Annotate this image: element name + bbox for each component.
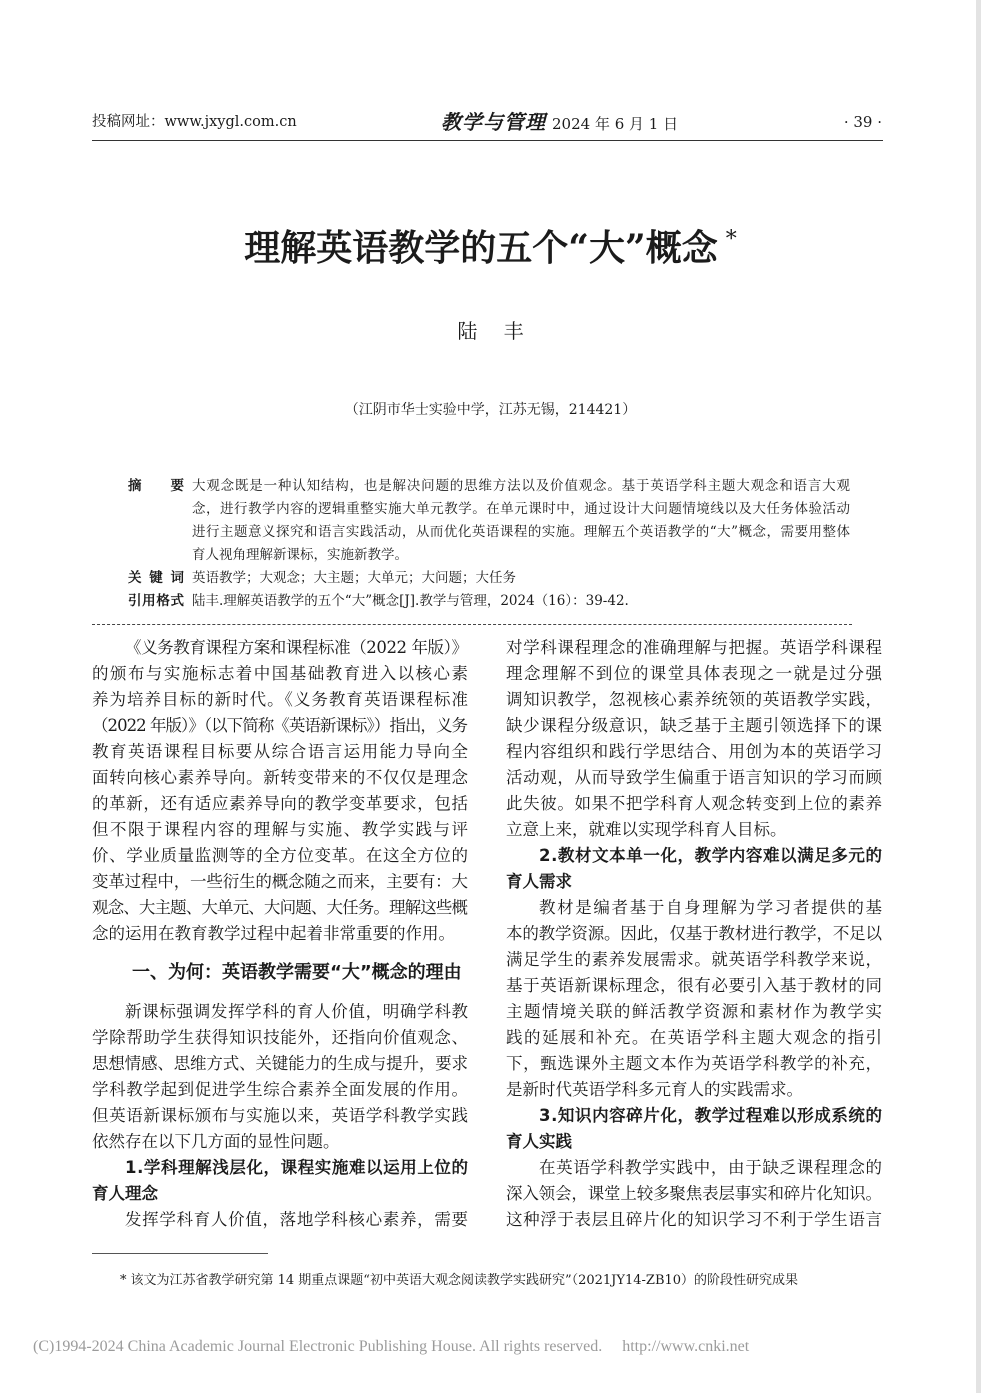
copyright-watermark — [33, 1336, 749, 1358]
body-line: 的颁布与实施标志着中国基础教育进入以核心素 — [92, 664, 470, 683]
body-line: 面转向核心素养导向。新转变带来的不仅仅是理念 — [92, 768, 469, 787]
body-line: 理念理解不到位的课堂具体表现之一就是过分强 — [506, 664, 884, 683]
body-line: 学除帮助学生获得知识技能外，还指向价值观念、 — [92, 1028, 469, 1047]
body-line: 下，甄选课外主题文本作为英语学科教学的补充， — [506, 1054, 883, 1073]
subsection-heading: 2.教材文本单一化，教学内容难以满足多元的 — [539, 846, 883, 865]
body-line: 调知识教学，忽视核心素养统领的英语教学实践， — [506, 690, 883, 709]
body-line: 念的运用在教育教学过程中起着非常重要的作用。 — [92, 924, 455, 943]
submission-site: 投稿网址：www.jxygl.com.cn — [92, 114, 297, 130]
body-line: 缺少课程分级意识，缺乏基于主题引领选择下的课 — [506, 716, 883, 735]
page-edge — [976, 0, 981, 1393]
body-line: 养为培养目标的新时代。《义务教育英语课程标准 — [92, 690, 470, 709]
body-line: 教材是编者基于自身理解为学习者提供的基 — [539, 898, 884, 917]
body-line: 《义务教育课程方案和课程标准（2022 年版）》 — [125, 638, 468, 657]
footnote-text: 该文为江苏省教学研究第 14 期重点课题“初中英语大观念阅读教学实践研究”（2021JY14-ZB10）的阶段性研究成果 — [130, 1273, 799, 1288]
body-line: 本的教学资源。因此，仅基于教材进行教学，不足以 — [506, 924, 882, 943]
body-line: 但不限于课程内容的理解与实施、教学实践与评 — [92, 820, 470, 839]
body-line: 学科教学起到促进学生综合素养全面发展的作用。 — [92, 1080, 469, 1099]
body-line: 观念、大主题、大单元、大问题、大任务。理解这些概 — [92, 898, 468, 917]
body-line: 教育英语课程目标要从综合语言运用能力导向全 — [92, 742, 470, 761]
body-line: 新课标强调发挥学科的育人价值，明确学科教 — [125, 1002, 469, 1021]
body-line: （2022 年版）》（以下简称《英语新课标》）指出，义务 — [92, 716, 468, 735]
right-column — [506, 635, 882, 1233]
body-line: 深入领会，课堂上较多聚焦表层事实和碎片化知识。 — [506, 1184, 882, 1203]
body-line: 变革过程中，一些衍生的概念随之而来，主要有：大 — [92, 872, 468, 891]
abstract-line: 育人视角理解新课标，实施新教学。 — [192, 547, 408, 563]
subsection-heading: 育人实践 — [506, 1132, 572, 1151]
abstract-divider — [92, 624, 852, 625]
subsection-heading: 育人理念 — [92, 1184, 158, 1203]
keywords-text: 英语教学；大观念；大主题；大单元；大问题；大任务 — [192, 570, 516, 586]
body-line: 活动观，从而导致学生偏重于语言知识的学习而顾 — [506, 768, 883, 787]
body-line: 践的延展和补充。在英语学科主题大观念的指引 — [506, 1028, 884, 1047]
footnote-mark: * — [120, 1273, 127, 1288]
abstract-line: 大观念既是一种认知结构，也是解决问题的思维方法以及价值观念。基于英语学科主题大观念和语言大观 — [192, 478, 851, 494]
body-line: 基于英语新课标理念，很有必要引入基于教材的同 — [506, 976, 883, 995]
body-line: 但英语新课标颁布与实施以来，英语学科教学实践 — [92, 1106, 469, 1125]
abstract-line: 进行主题意义探究和语言实践活动，从而优化英语课程的实施。理解五个英语教学的“大”概念，需要用整体 — [192, 524, 851, 540]
subsection-heading: 育人需求 — [506, 872, 572, 891]
journal-name: 教学与管理 — [441, 110, 546, 134]
body-line: 主题情境关联的鲜活教学资源和素材作为教学实 — [506, 1002, 884, 1021]
body-line: 是新时代英语学科多元育人的实践需求。 — [506, 1080, 803, 1099]
abstract-label: 摘 要 — [128, 478, 192, 494]
footnote-rule — [92, 1253, 268, 1254]
journal-masthead — [441, 110, 678, 134]
abstract-block — [128, 475, 850, 613]
citation-text: 陆丰.理解英语教学的五个“大”概念[J].教学与管理，2024（16）：39-42. — [192, 593, 629, 609]
page-number: · 39 · — [843, 113, 882, 131]
body-line: 思想情感、思维方式、关键能力的生成与提升，要求 — [92, 1054, 468, 1073]
body-line: 程内容组织和践行学思结合、用创为本的英语学习 — [506, 742, 883, 761]
body-line: 对学科课程理念的准确理解与把握。英语学科课程 — [506, 638, 883, 657]
title-note-mark: * — [725, 227, 737, 252]
body-line: 发挥学科育人价值，落地学科核心素养，需要 — [125, 1210, 469, 1229]
body-line: 依然存在以下几方面的显性问题。 — [92, 1132, 340, 1151]
subsection-heading: 1.学科理解浅层化，课程实施难以运用上位的 — [125, 1158, 469, 1177]
body-line: 此失彼。如果不把学科育人观念转变到上位的素养 — [506, 794, 883, 813]
citation-label: 引用格式 — [128, 593, 185, 609]
section-heading: 一、为何：英语教学需要“大”概念的理由 — [132, 962, 462, 983]
body-line: 满足学生的素养发展需求。就英语学科教学来说， — [506, 950, 883, 969]
abstract-text — [192, 475, 850, 567]
keywords-label: 关 键 词 — [128, 570, 186, 586]
left-column — [92, 635, 468, 1233]
body-line: 价、学业质量监测等的全方位变革。在这全方位的 — [92, 846, 469, 865]
copyright-text: (C)1994-2024 China Academic Journal Electronic Publishing House. All rights reserved. — [33, 1338, 603, 1355]
article-title-text: 理解英语教学的五个“大”概念 — [244, 227, 718, 269]
affiliation: （江阴市华士实验中学，江苏无锡，214421） — [344, 402, 637, 418]
body-line: 立意上来，就难以实现学科育人目标。 — [506, 820, 787, 839]
watermark-url: http://www.cnki.net — [622, 1338, 750, 1355]
article-title — [0, 214, 981, 274]
body-line: 这种浮于表层且碎片化的知识学习不利于学生语言 — [506, 1210, 883, 1229]
body-line: 的革新，还有适应素养导向的教学变革要求，包括 — [92, 794, 469, 813]
abstract-line: 念，进行教学内容的逻辑重整实施大单元教学。在单元课时中，通过设计大问题情境线以及大任务体验活动 — [192, 501, 851, 517]
body-line: 在英语学科教学实践中，由于缺乏课程理念的 — [539, 1158, 883, 1177]
footnote — [120, 1271, 798, 1291]
issue-date: 2024 年 6 月 1 日 — [552, 115, 679, 133]
subsection-heading: 3.知识内容碎片化，教学过程难以形成系统的 — [539, 1106, 883, 1125]
header-rule — [92, 140, 883, 141]
author: 陆 丰 — [457, 319, 534, 343]
